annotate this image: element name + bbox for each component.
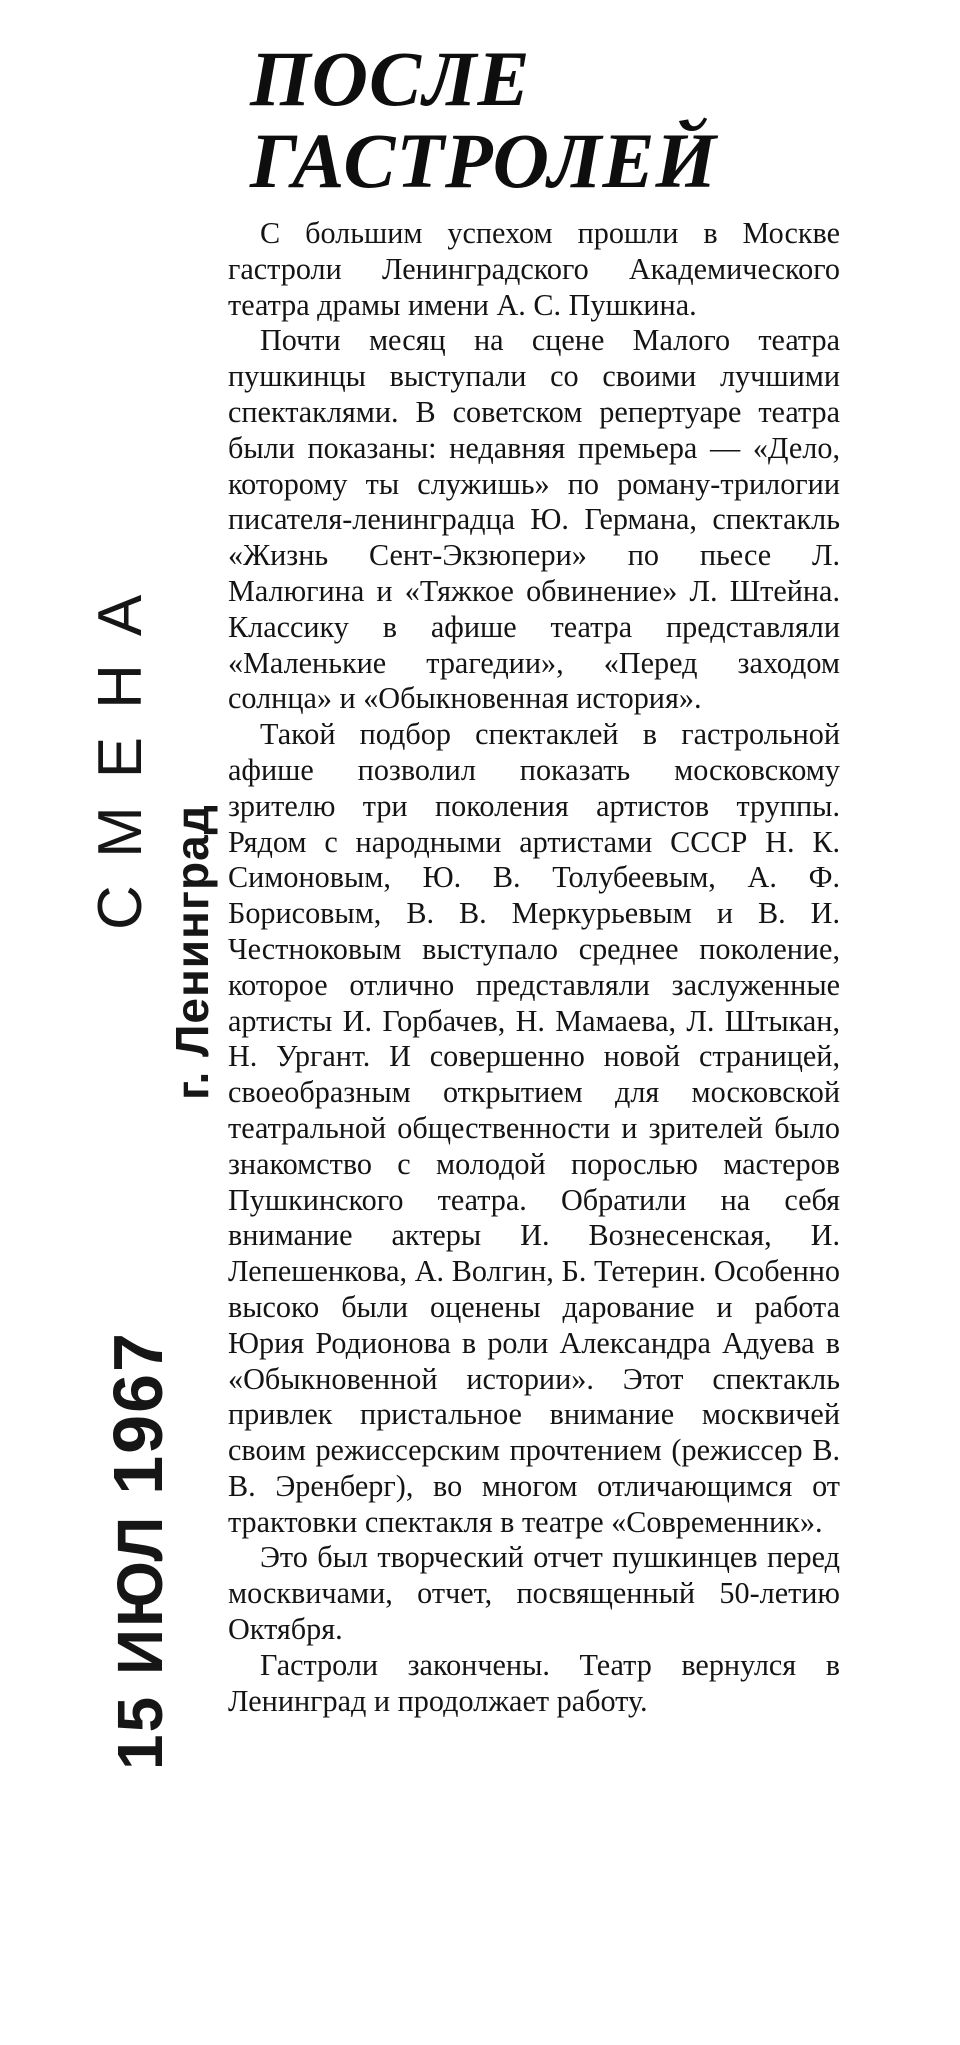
article-paragraph: Это был творческий отчет пушкинцев перед москвичами, отчет, посвященный 50-летию Октября. xyxy=(228,1540,840,1647)
article-paragraph: Гастроли закончены. Театр вернулся в Ленинград и продолжает работу. xyxy=(228,1647,840,1718)
article-paragraph: Такой подбор спектаклей в гастрольной афише позволил показать московскому зрителю три поколения артистов труппы. Рядом с народными артистами СССР Н. К. Симоновым, Ю. В. Толубеевым, А. Ф. Борисовым, В. В. Меркурьевым и В. И. Честноковым выступало среднее поколение, которое отлично представляли заслуженные артисты И. Горбачев, Н. Мамаева, Л. Штыкан, Н. Ургант. И совершенно новой страницей, своеобразным открытием для московской театральной общественности и зрителей было знакомство с молодой порослью мастеров Пушкинского театра. Обратили на себя внимание актеры И. Вознесенская, И. Лепешенкова, А. Волгин, Б. Тетерин. Особенно высоко были оценены дарование и работа Юрия Родионова в роли Александра Адуева в «Обыкновенной истории». Этот спектакль привлек пристальное внимание москвичей своим режиссерским прочтением (режиссер В. В. Эренберг), во многом отличающимся от трактовки спектакля в театре «Современник». xyxy=(228,717,840,1539)
headline-line-2: ГАСТРОЛЕЙ xyxy=(250,117,718,204)
headline-line-1: ПОСЛЕ xyxy=(250,35,531,122)
article-body xyxy=(228,216,840,1719)
article-paragraph: С большим успехом прошли в Москве гастроли Ленинградского Академического театра драмы имени А. С. Пушкина. xyxy=(228,216,840,322)
stamp-date xyxy=(98,1331,178,1770)
article-headline xyxy=(250,35,718,204)
stamp-city: г. Ленинград xyxy=(166,804,218,1100)
stamp-date-day-month: 15 ИЮЛ xyxy=(104,1514,176,1770)
article-paragraph: Почти месяц на сцене Малого театра пушкинцы выступали со своими лучшими спектаклями. В советском репертуаре театра были показаны: недавняя премьера — «Дело, которому ты служишь» по роману-трилогии писателя-ленинградца Ю. Германа, спектакль «Жизнь Сент-Экзюпери» по пьесе Л. Малюгина и «Тяжкое обвинение» Л. Штейна. Классику в афише театра представляли «Маленькие трагедии», «Перед заходом солнца» и «Обыкновенная история». xyxy=(228,323,840,716)
stamp-date-year: 1967 xyxy=(99,1331,177,1495)
stamp-newspaper-name: СМЕНА xyxy=(86,566,155,930)
